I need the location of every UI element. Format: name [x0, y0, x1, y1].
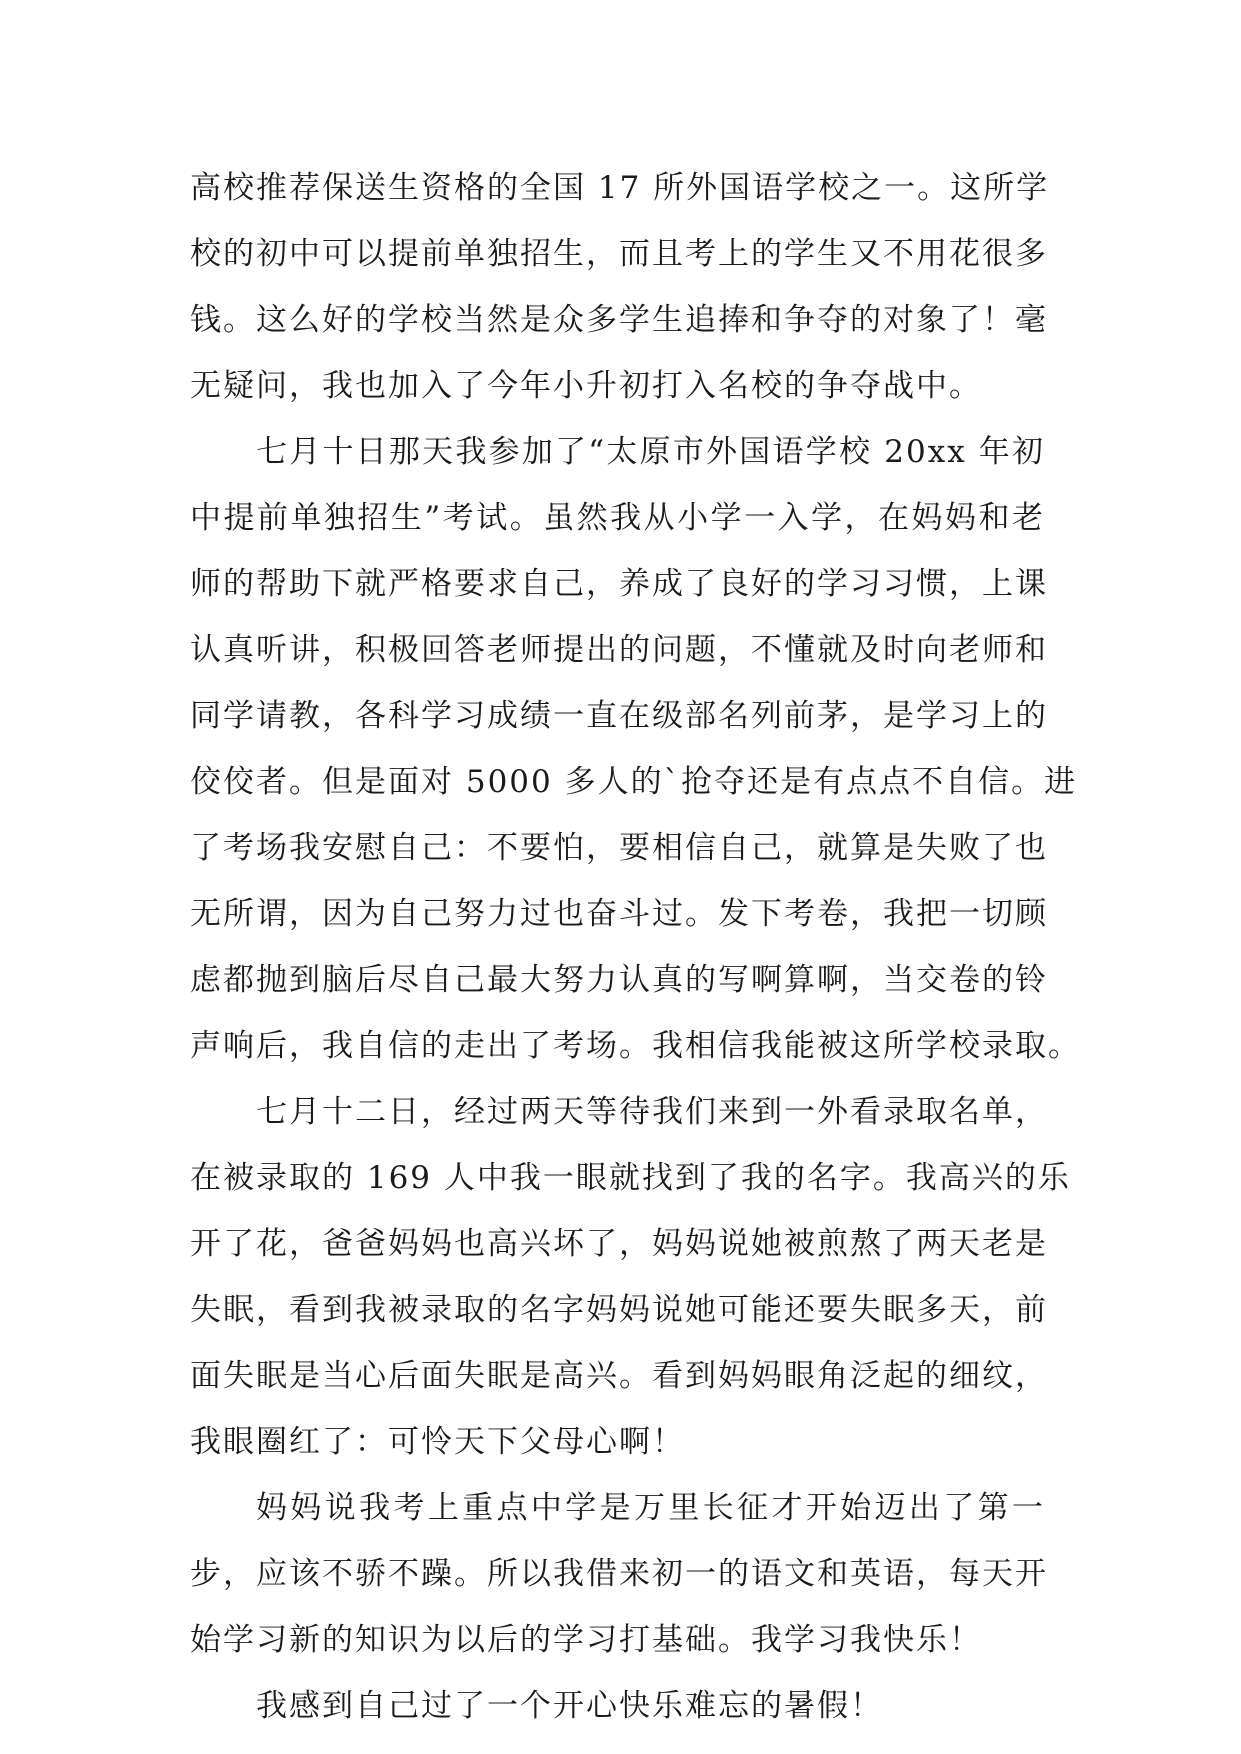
text-line: 校的初中可以提前单独招生，而且考上的学生又不用花很多 [190, 236, 1048, 272]
paragraph [190, 419, 1081, 1079]
text-line: 了考场我安慰自己：不要怕，要相信自己，就算是失败了也 [190, 830, 1048, 866]
text-line: 七月十二日，经过两天等待我们来到一外看录取名单， [256, 1094, 1048, 1130]
text-line: 声响后，我自信的走出了考场。我相信我能被这所学校录取。 [190, 1028, 1081, 1064]
text-line: 钱。这么好的学校当然是众多学生追捧和争夺的对象了！毫 [190, 302, 1048, 338]
text-line: 开了花，爸爸妈妈也高兴坏了，妈妈说她被煎熬了两天老是 [190, 1226, 1048, 1262]
text-line: 我感到自己过了一个开心快乐难忘的暑假！ [256, 1688, 883, 1724]
text-line: 在被录取的 169 人中我一眼就找到了我的名字。我高兴的乐 [190, 1160, 1071, 1196]
text-line: 无所谓，因为自己努力过也奋斗过。发下考卷，我把一切顾 [190, 896, 1048, 932]
text-line: 高校推荐保送生资格的全国 17 所外国语学校之一。这所学 [190, 170, 1050, 206]
text-line: 面失眠是当心后面失眠是高兴。看到妈妈眼角泛起的细纹， [190, 1358, 1048, 1394]
text-line: 无疑问，我也加入了今年小升初打入名校的争夺战中。 [190, 368, 982, 404]
text-line: 步，应该不骄不躁。所以我借来初一的语文和英语，每天开 [190, 1556, 1048, 1592]
paragraph [190, 1079, 1071, 1475]
paragraph [190, 1673, 1045, 1739]
text-line: 我眼圈红了：可怜天下父母心啊！ [190, 1424, 685, 1460]
paragraph [190, 155, 1050, 419]
text-line: 师的帮助下就严格要求自己，养成了良好的学习习惯，上课 [190, 566, 1048, 602]
text-line: 妈妈说我考上重点中学是万里长征才开始迈出了第一 [256, 1490, 1045, 1526]
text-line: 同学请教，各科学习成绩一直在级部名列前茅，是学习上的 [190, 698, 1048, 734]
text-line: 佼佼者。但是面对 5000 多人的`抢夺还是有点点不自信。进 [190, 764, 1078, 800]
text-line: 虑都抛到脑后尽自己最大努力认真的写啊算啊，当交卷的铃 [190, 962, 1048, 998]
text-line: 七月十日那天我参加了“太原市外国语学校 20xx 年初 [256, 434, 1045, 470]
text-line: 中提前单独招生”考试。虽然我从小学一入学，在妈妈和老 [190, 500, 1045, 536]
text-line: 认真听讲，积极回答老师提出的问题，不懂就及时向老师和 [190, 632, 1048, 668]
document-body [190, 155, 1081, 1739]
text-line: 失眠，看到我被录取的名字妈妈说她可能还要失眠多天，前 [190, 1292, 1048, 1328]
paragraph [190, 1475, 1048, 1673]
text-line: 始学习新的知识为以后的学习打基础。我学习我快乐！ [190, 1622, 982, 1658]
